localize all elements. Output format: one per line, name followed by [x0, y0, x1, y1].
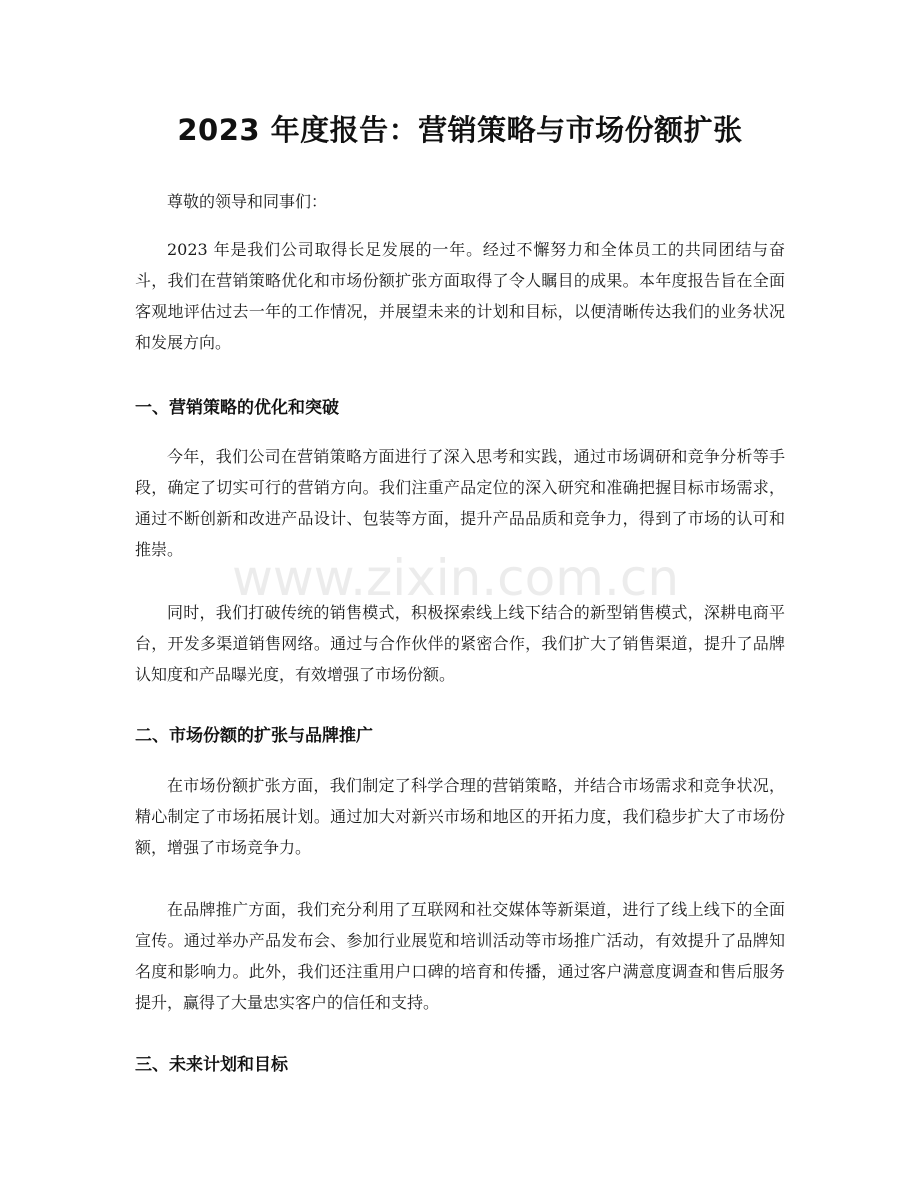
section-1-paragraph-2: 同时，我们打破传统的销售模式，积极探索线上线下结合的新型销售模式，深耕电商平台，开发多渠道销售网络。通过与合作伙伴的紧密合作，我们扩大了销售渠道，提升了品牌认知度和产品曝光度，有效增强了市场份额。: [135, 603, 785, 684]
section-2-paragraph-1: 在市场份额扩张方面，我们制定了科学合理的营销策略，并结合市场需求和竞争状况，精心制定了市场拓展计划。通过加大对新兴市场和地区的开拓力度，我们稳步扩大了市场份额，增强了市场竞争力。: [135, 776, 785, 857]
greeting-line: 尊敬的领导和同事们：: [167, 192, 328, 211]
watermark-text: www.zixin.com.cn: [232, 549, 680, 607]
section-heading-1: 一、营销策略的优化和突破: [135, 398, 339, 418]
document-title: 2023 年度报告：营销策略与市场份额扩张: [177, 113, 743, 147]
section-1-paragraph-1: 今年，我们公司在营销策略方面进行了深入思考和实践，通过市场调研和竞争分析等手段，确定了切实可行的营销方向。我们注重产品定位的深入研究和准确把握目标市场需求，通过不断创新和改进产品设计、包装等方面，提升产品品质和竞争力，得到了市场的认可和推崇。: [135, 447, 785, 559]
section-heading-2: 二、市场份额的扩张与品牌推广: [135, 726, 373, 746]
section-2-paragraph-2: 在品牌推广方面，我们充分利用了互联网和社交媒体等新渠道，进行了线上线下的全面宣传。通过举办产品发布会、参加行业展览和培训活动等市场推广活动，有效提升了品牌知名度和影响力。此外，我们还注重用户口碑的培育和传播，通过客户满意度调查和售后服务提升，赢得了大量忠实客户的信任和支持。: [135, 900, 785, 1012]
section-heading-3: 三、未来计划和目标: [135, 1055, 288, 1075]
intro-paragraph: 2023 年是我们公司取得长足发展的一年。经过不懈努力和全体员工的共同团结与奋斗，我们在营销策略优化和市场份额扩张方面取得了令人瞩目的成果。本年度报告旨在全面客观地评估过去一年的工作情况，并展望未来的计划和目标，以便清晰传达我们的业务状况和发展方向。: [135, 240, 785, 352]
